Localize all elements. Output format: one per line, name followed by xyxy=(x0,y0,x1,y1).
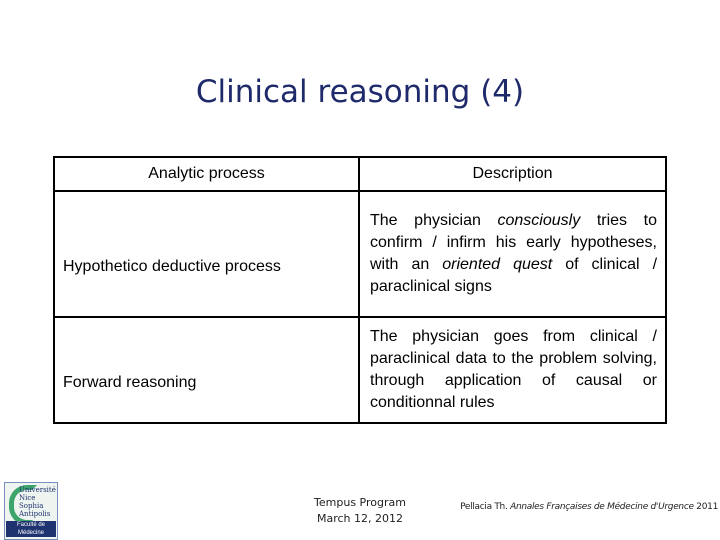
citation-journal: Annales Françaises de Médecine d'Urgence xyxy=(510,502,694,512)
description-text: of clinical / paraclinical signs xyxy=(370,256,658,295)
university-logo xyxy=(4,482,58,540)
slide-title: Clinical reasoning (4) xyxy=(195,74,525,110)
process-cell xyxy=(54,191,359,317)
process-name: Hypothetico deductive process xyxy=(63,258,281,275)
citation-author: Pellacia Th. xyxy=(460,502,511,512)
program-name: Tempus Program xyxy=(314,496,406,509)
description-text: The physician goes from clinical / paraclinical data to the problem solving, through application of causal or conditionnal rules xyxy=(370,328,657,411)
footer-citation xyxy=(420,502,718,512)
description-cell xyxy=(359,191,666,317)
footer-program xyxy=(300,495,420,527)
table-header-row xyxy=(54,157,666,191)
header-description: Description xyxy=(359,157,666,191)
description-text: tries to confirm / infirm his early hypotheses, with an xyxy=(370,212,657,273)
description-emphasis: consciously xyxy=(497,212,581,229)
logo-faculty: Faculté de Médecine xyxy=(6,521,56,537)
header-analytic-process: Analytic process xyxy=(54,157,359,191)
table-row xyxy=(54,191,666,317)
process-cell xyxy=(54,317,359,423)
table-row xyxy=(54,317,666,423)
description-text: The physician xyxy=(370,212,498,229)
description-cell xyxy=(359,317,666,423)
description-emphasis: oriented quest xyxy=(442,256,553,273)
program-date: March 12, 2012 xyxy=(316,512,403,525)
process-name: Forward reasoning xyxy=(63,374,197,391)
process-table xyxy=(53,156,667,424)
logo-text: Université Nice Sophia Antipolis xyxy=(19,486,56,518)
citation-year: 2011 xyxy=(693,502,718,512)
